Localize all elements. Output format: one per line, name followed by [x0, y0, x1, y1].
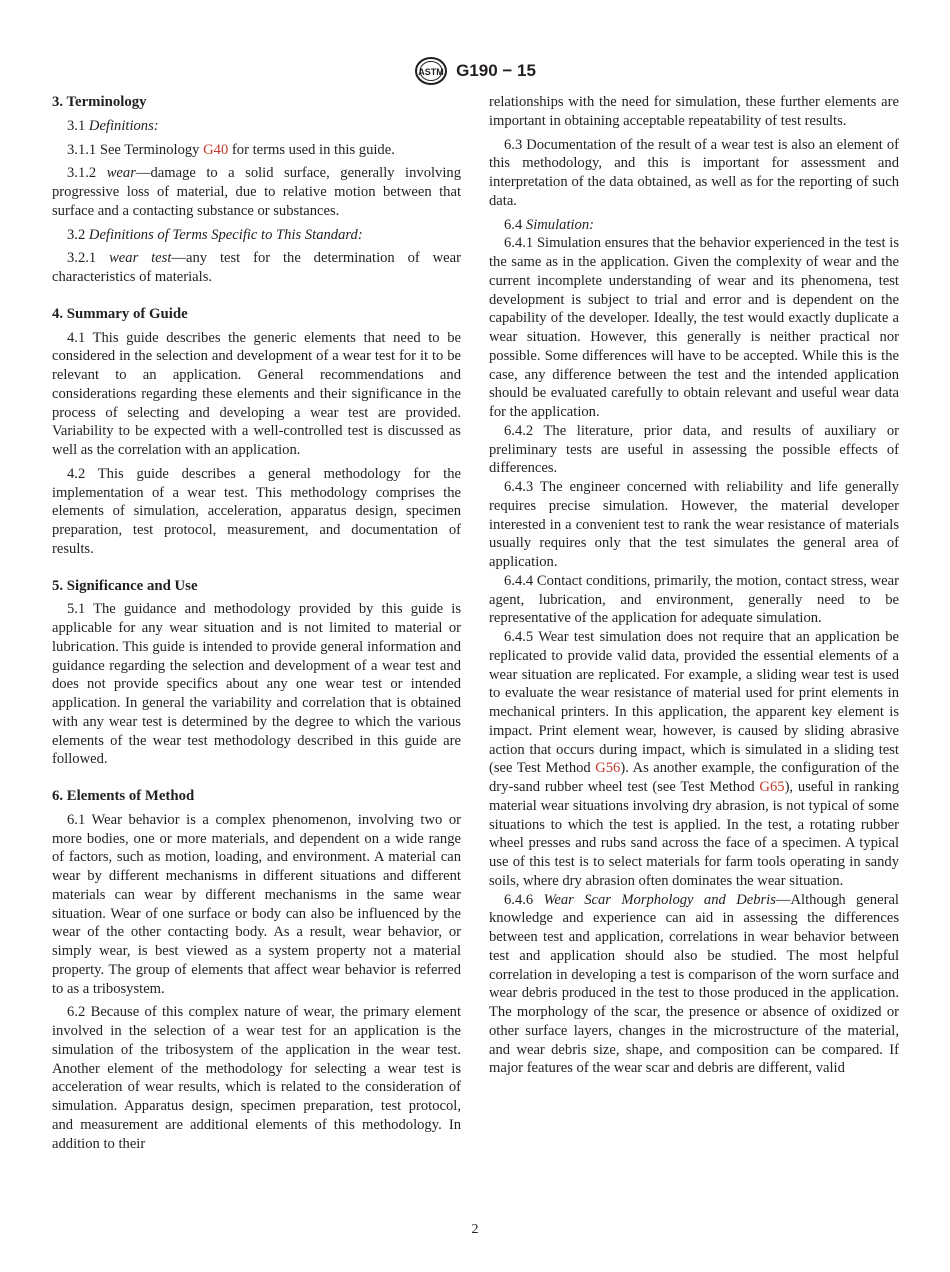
section-3-heading: 3. Terminology [52, 94, 147, 110]
page-number: 2 [471, 1222, 479, 1237]
ref-link-g56[interactable]: G56 [595, 760, 621, 777]
para-6-1: 6.1 Wear behavior is a complex phenomenon, involving two or more bodies, one or more materials, and dependent on a wide range of factors, such as motion, loading, and environment. A material can wear by different mechanisms in different situations and different materials can wear by different mechanisms in the same wear situation. Wear of one surface or body can also be influenced by the wear of the other contacting body. As a result, wear behavior, or simply wear, is best viewed as a system property not a material property. The group of elements that affect wear behavior is referred to as a tribosystem. [52, 811, 461, 997]
para-6-4-5: 6.4.5 Wear test simulation does not require that an application be replicated to provide valid data, provided the essential elements of a wear situation are replicated. For example, a sliding wear test is used to evaluate the wear resistance of material used for print elements in mechanical printers. In this application, the apparent key element is impact. Print element wear, however, is caused by sliding abrasive action that occurs during impact, which is simulated in a sliding test (see Test Method G56). As another example, the configuration of the dry-sand rubber wheel test (see Test Method G65), useful in ranking material wear situations involving dry abrasion, is not typical of some situations to which the test is applied. In the test, a rotating rubber wheel presses and rubs sand across the face of a specimen. A typical use of this test is to select materials for farm tools operating in sandy soils, where dry abrasion often dominates the wear situation. [489, 629, 899, 889]
svg-text:ASTM: ASTM [418, 67, 444, 77]
page-header [0, 56, 950, 86]
para-4-1: 4.1 This guide describes the generic elements that need to be considered in the selection and development of a wear test for it to be relevant to an application. General recommendations and considerations regarding these elements and their significance in the process of selecting and developing a wear test are provided. Variability to be expected with a well-controlled test is discussed as well as the correlation with an application. [52, 329, 461, 458]
para-6-4-1: 6.4.1 Simulation ensures that the behavior experienced in the test is the same as in the application. Given the complexity of wear and the current incomplete understanding of wear and its phenomena, test development is subject to trial and error and is dependent on the capability of the developer. Ideally, the test would exactly duplicate a wear situation. However, this generally is neither practical nor possible. Some differences will have to be accepted. While this is the case, any difference between the test and the intended application should be evaluated carefully to obtain relevant and useful wear data for the application. [489, 235, 899, 420]
para-4-2: 4.2 This guide describes a general methodology for the implementation of a wear test. This methodology comprises the elements of simulation, acceleration, apparatus design, specimen preparation, test protocol, measurement, and documentation of results. [52, 465, 461, 557]
para-3-1: 3.1 Definitions: [67, 117, 159, 134]
para-3-1-2: 3.1.2 wear—damage to a solid surface, generally involving progressive loss of material, due to relative motion between that surface and a contacting substance or substances. [52, 165, 461, 219]
para-3-2: 3.2 Definitions of Terms Specific to This Standard: [67, 226, 363, 243]
ref-link-g65[interactable]: G65 [759, 779, 785, 795]
para-5-1: 5.1 The guidance and methodology provided by this guide is applicable for any wear situation and is not limited to material or lubrication. This guide is intended to provide general information and guidance regarding the selection and development of a wear test and does not provide specifics about any one wear test or intended application. In general the variability and correlation that is obtained with any wear test is determined by the degree to which the various elements of the wear test methodology described in this guide are followed. [52, 601, 461, 768]
para-3-1-1: 3.1.1 See Terminology G40 for terms used in this guide. [67, 141, 395, 158]
para-6-2-continued: relationships with the need for simulation, these further elements are important in obtaining acceptable repeatability of test results. [489, 94, 899, 129]
para-6-3: 6.3 Documentation of the result of a wear test is also an element of this methodology, and this is important for assessment and interpretation of the data obtained, as well as for the reporting of such data. [489, 136, 899, 209]
para-6-4-4: 6.4.4 Contact conditions, primarily, the motion, contact stress, wear agent, lubrication, and environment, generally need to be representative of the application for adequate simulation. [489, 572, 899, 627]
section-4-heading: 4. Summary of Guide [52, 305, 188, 322]
para-6-4-3: 6.4.3 The engineer concerned with reliability and life generally requires precise simulation. However, the material developer interested in a convenient test to rank the wear resistance of materials usually requires only that the test simulates the general area of application. [489, 479, 899, 570]
para-6-4-2: 6.4.2 The literature, prior data, and results of auxiliary or preliminary tests are useful in assessing the possible effects of differences. [489, 422, 899, 477]
right-column [489, 93, 899, 1078]
para-6-4: 6.4 Simulation: [504, 216, 595, 233]
astm-logo-icon [414, 56, 448, 86]
designation: G190 − 15 [456, 61, 536, 80]
para-6-4-6: 6.4.6 Wear Scar Morphology and Debris—Although general knowledge and experience can aid in assessing the differences between test and application, correlations in wear behavior between test and application should also be studied. The most helpful correlation in developing a test is comparison of the worn surface and wear debris produced in the test to those produced in the application. The morphology of the scar, the presence or absence of oxidized or other surface layers, changes in the microstructure of the material, and wear debris size, shape, and composition can be compared. If major features of the wear scar and debris are different, valid [489, 891, 899, 1077]
section-6-heading: 6. Elements of Method [52, 788, 195, 804]
para-6-2: 6.2 Because of this complex nature of wear, the primary element involved in the selection of a wear test for an application is the simulation of the tribosystem of the application in the wear test. Another element of the methodology for selecting a wear test is acceleration of wear results, which is related to the consideration of simulation. Apparatus design, specimen preparation, test protocol, and measurement are additional elements of this methodology. In addition to their [52, 1004, 461, 1152]
ref-link-g40[interactable]: G40 [203, 141, 229, 158]
para-3-2-1: 3.2.1 wear test—any test for the determination of wear characteristics of materials. [52, 250, 461, 285]
left-column [52, 93, 461, 1153]
section-5-heading: 5. Significance and Use [52, 577, 198, 594]
